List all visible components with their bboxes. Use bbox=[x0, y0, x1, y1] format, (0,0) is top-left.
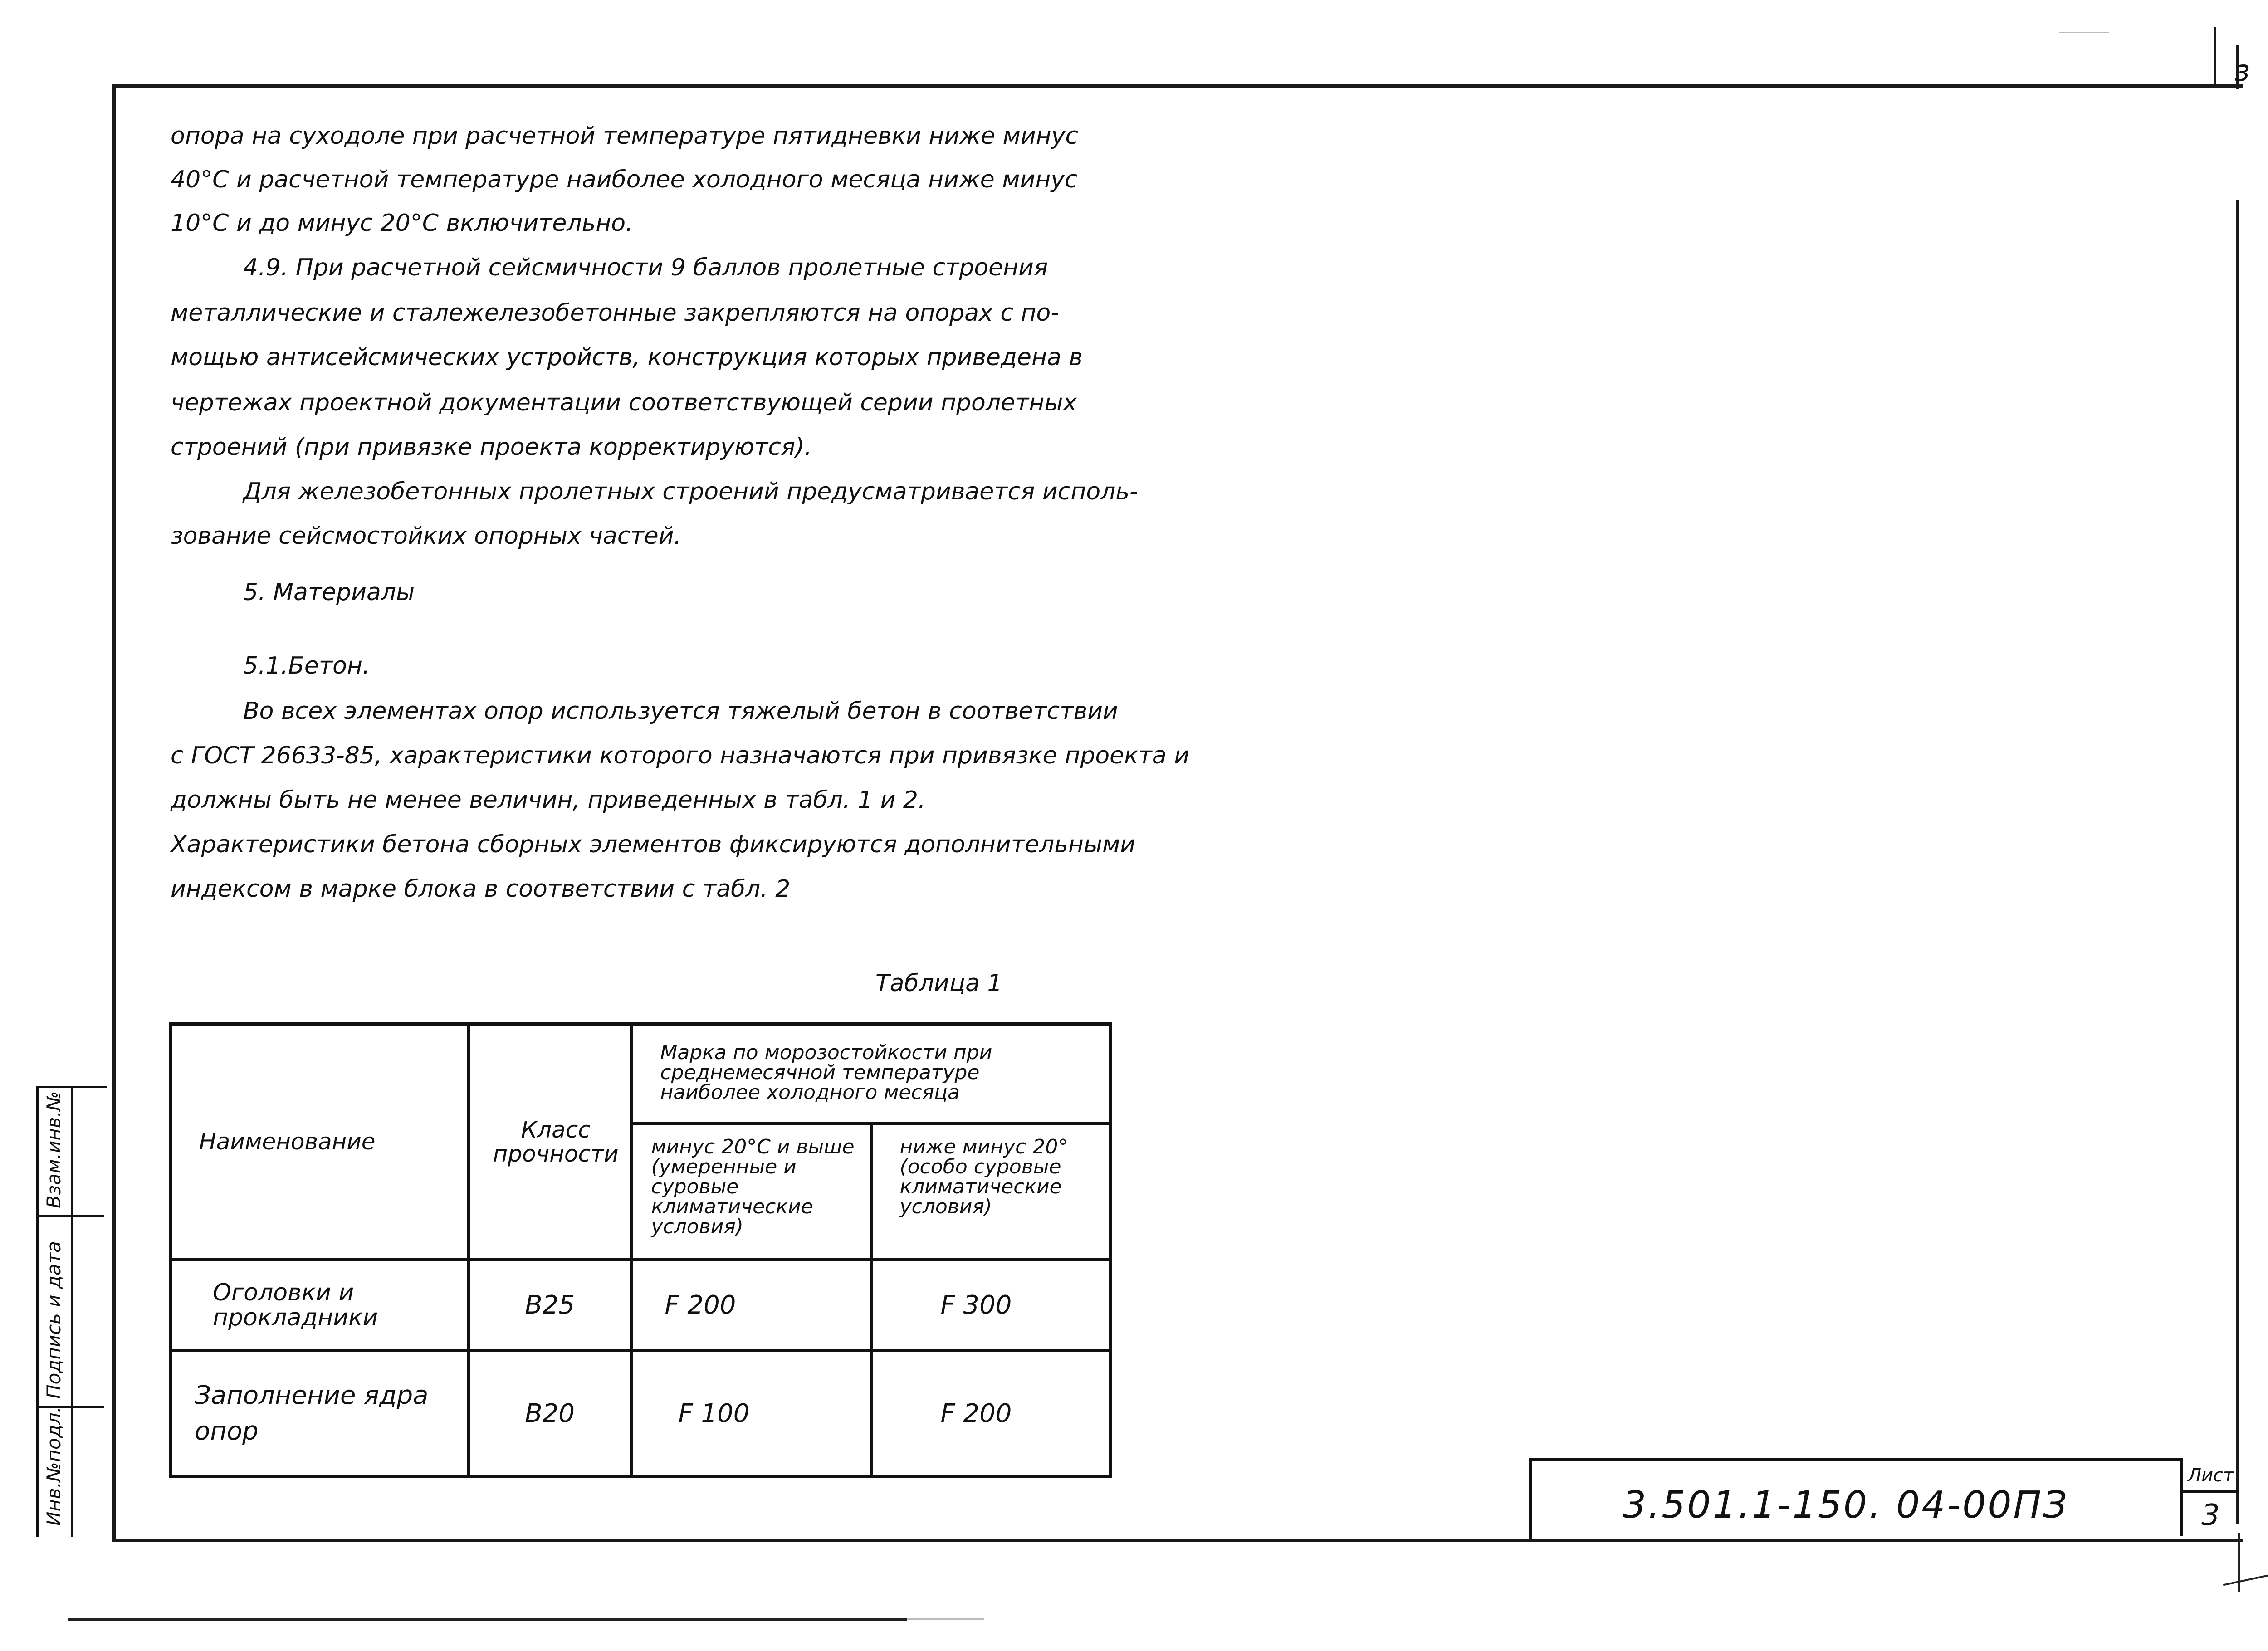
text-line: мощью антисейсмических устройств, конструкция которых приведена в bbox=[171, 344, 1083, 371]
sheet-number: 3 bbox=[2201, 1499, 2220, 1532]
text-line: Для железобетонных пролетных строений предусматривается исполь- bbox=[243, 478, 1138, 505]
text-line: опора на суходоле при расчетной температуре пятидневки ниже минус bbox=[171, 122, 1079, 150]
table-row bbox=[171, 1260, 1111, 1351]
header-frost-group-cell bbox=[631, 1024, 1111, 1124]
header-frost-b: ниже минус 20° (особо суровые климатические условия) bbox=[899, 1135, 1068, 1218]
document-code: 3.501.1-150. 04-00ПЗ bbox=[1623, 1484, 2069, 1527]
side-stamp-value-col bbox=[71, 1086, 107, 1537]
subsection-heading: 5.1.Бетон. bbox=[243, 652, 370, 679]
row-name-cell bbox=[171, 1351, 469, 1477]
sheet-box bbox=[2180, 1460, 2239, 1536]
header-frost-a: минус 20°C и выше (умеренные и суровые климатические условия) bbox=[651, 1135, 855, 1238]
text-line: строений (при привязке проекта корректируются). bbox=[171, 434, 812, 461]
side-stamp-inv: Инв.№подл. bbox=[43, 1406, 65, 1526]
text-line: чертежах проектной документации соответствующей серии пролетных bbox=[171, 389, 1077, 416]
side-stamp bbox=[36, 1086, 104, 1535]
concrete-table bbox=[169, 1022, 1112, 1478]
text-line: зование сейсмостойких опорных частей. bbox=[171, 523, 682, 550]
bottom-rule-faint bbox=[907, 1618, 984, 1620]
title-block bbox=[1529, 1458, 2183, 1539]
header-name-cell bbox=[171, 1024, 469, 1260]
text-line: 40°C и расчетной температуре наиболее холодного месяца ниже минус bbox=[171, 166, 1078, 193]
scan-artifact-top bbox=[2059, 32, 2109, 33]
row-class: B25 bbox=[468, 1260, 631, 1351]
side-stamp-podpis: Подпись и дата bbox=[43, 1241, 65, 1399]
text-line: Во всех элементах опор используется тяжелый бетон в соответствии bbox=[243, 698, 1118, 725]
row-frost-a: F 100 bbox=[631, 1351, 871, 1477]
text-line: 4.9. При расчетной сейсмичности 9 баллов пролетные строения bbox=[243, 254, 1048, 281]
text-line: 10°C и до минус 20°C включительно. bbox=[171, 210, 633, 237]
header-frost-b-cell bbox=[871, 1124, 1110, 1260]
side-stamp-vzam: Взам.инв.№ bbox=[43, 1091, 65, 1208]
text-line: должны быть не менее величин, приведенных в табл. 1 и 2. bbox=[171, 786, 926, 814]
text-line: металлические и сталежелезобетонные закрепляются на опорах с по- bbox=[171, 299, 1060, 327]
section-heading: 5. Материалы bbox=[243, 579, 415, 606]
header-class-cell bbox=[468, 1024, 631, 1260]
table-caption: Таблица 1 bbox=[875, 970, 1002, 997]
text-line: индексом в марке блока в соответствии с табл. 2 bbox=[171, 875, 791, 903]
sheet-label: Лист bbox=[2188, 1465, 2234, 1486]
header-frost-a-cell bbox=[631, 1124, 871, 1260]
page-corner-mark: з bbox=[2214, 27, 2266, 86]
header-class: Класс прочности bbox=[493, 1117, 619, 1167]
row-frost-b: F 200 bbox=[871, 1351, 1110, 1477]
text-line: с ГОСТ 26633-85, характеристики которого назначаются при привязке проекта и bbox=[171, 742, 1190, 769]
row-frost-a: F 200 bbox=[631, 1260, 871, 1351]
table-row bbox=[171, 1351, 1111, 1477]
row-frost-b: F 300 bbox=[871, 1260, 1110, 1351]
header-name: Наименование bbox=[199, 1128, 376, 1155]
row-name: Оголовки и прокладники bbox=[213, 1279, 378, 1331]
side-stamp-divider bbox=[36, 1215, 104, 1217]
row-class: B20 bbox=[468, 1351, 631, 1477]
row-name-cell bbox=[171, 1260, 469, 1351]
frame-right-edge bbox=[2236, 200, 2239, 1524]
header-frost-group: Марка по морозостойкости при среднемесячной температуре наиболее холодного месяца bbox=[660, 1041, 992, 1104]
text-line: Характеристики бетона сборных элементов фиксируются дополнительными bbox=[171, 831, 1136, 858]
sheet-divider bbox=[2183, 1490, 2239, 1493]
row-name: Заполнение ядра опор bbox=[195, 1381, 429, 1446]
bottom-rule bbox=[68, 1618, 907, 1621]
